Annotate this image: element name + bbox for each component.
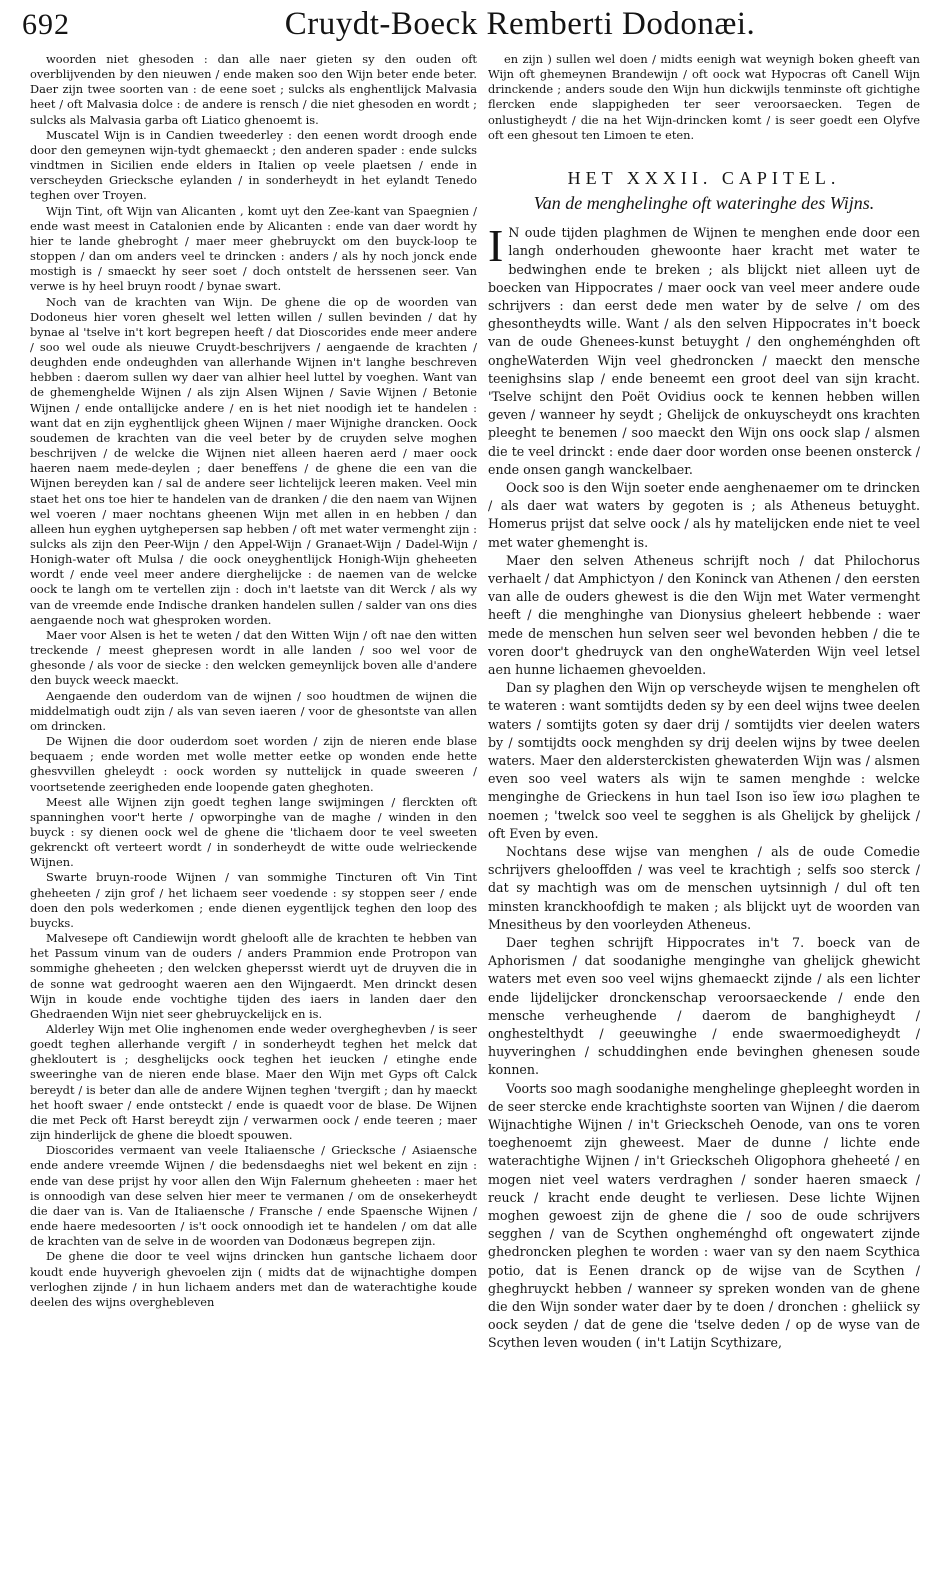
paragraph: Noch van de krachten van Wijn. De ghene die op de woorden van Dodoneus hier voren gheselt wel letten willen / sullen bevinden / dat hy bynae al 'tselve in't kort begrepen heeft / dat Dioscorides ende meer andere / soo wel oude als nieuwe Cruydt-beschrijvers / aengaende de krachten / deughden ende ondeughden van allerhande Wijnen in't langhe beschreven hebben : daerom sullen wy daer van alhier heel luttel by voeghen. Want van de ghemenghelde Wijnen / als zijn Alsen Wijnen / Savie Wijnen / Betonie Wijnen / ende ontallijcke andere / en is het niet noodigh iet te handelen : want dat en zijn eyghentlijck gheen Wijnen / maer Wijnighe drancken. Oock soudemen de krachten van die veel beter by de cruyden selve moghen beschrijven / de welcke die Wijnen niet alleen haeren aerd / maer oock haeren naem mede-deylen ; daer beneffens / de ghene die een van die Wijnen bereyden kan / sal de andere seer lichtelijck leeren maken. Veel min staet het ons toe hier te handelen van de dranken / die den naem van Wijnen wel voeren / maer nochtans gheenen Wijn met allen in en hebben / dan alleen hun eyghen uytghepersen sap hebben / oft met water vermenght zijn : sulcks als zijn den Peer-Wijn / den Appel-Wijn / Granaet-Wijn / Dadel-Wijn / Honigh-water oft Mulsa / die oock oneyghentlijck Honigh-Wijn gheheeten wordt / ende veel meer andere dierghelijcke : de naemen van de welcke oock te langh om te vertellen zijn : doch in't laetste van dit Werck / als wy van de vreemde ende Indische dranken handelen sullen / salder van ons dies aengaende noch wat ghesproken worden.	[30, 294, 477, 627]
paragraph: Swarte bruyn-roode Wijnen / van sommighe Tincturen oft Vin Tint gheheeten / zijn grof / het lichaem seer voedende : sy stoppen seer / ende doen den pols wederkomen ; ende dienen eygentlijck teghen den loop des buycks.	[30, 870, 477, 930]
paragraph: Maer voor Alsen is het te weten / dat den Witten Wijn / oft nae den witten treckende / meest ghepresen wordt in alle landen / soo wel voor de ghesonde / als voor de siecke : den welcken gemeynlijck boven alle d'andere den buyck weeck maeckt.	[30, 627, 477, 688]
paragraph: Daer teghen schrijft Hippocrates in't 7. boeck van de Aphorismen / dat soodanighe menginghe van ghelijck ghewicht waters met even soo veel wijns ghemaeckt zijnde / als een lichter ende lijdelijcker dronckenschap veroorsaeckende / ende den mensche verheughende / daerom de banghigheydt / onghestelthydt / geeuwinghe / ende swaermoedigheydt / huyveringhen / schuddinghen ende bevinghen ghenesen soude konnen.	[488, 935, 920, 1078]
chapter-heading: HET XXXII. CAPITEL.	[567, 167, 841, 188]
paragraph: Oock soo is den Wijn soeter ende aenghenaemer om te drincken / als daer wat waters by gegoten is ; als Atheneus betuyght. Homerus prijst dat selve oock / als hy matelijcken ende niet te veel met water ghemenght is.	[488, 479, 920, 550]
paragraph: Meest alle Wijnen zijn goedt teghen lange swijmingen / flerckten oft spanninghen voor't herte / opworpinghe van de maghe / winden in den buyck : sy dienen oock wel de ghene die 'tlichaem door te veel sweeten gekrenckt oft verteert wordt / in sonderheydt de witte oude welrieckende Wijnen.	[30, 794, 477, 870]
paragraph: Muscatel Wijn is in Candien tweederley : den eenen wordt droogh ende door den gemeynen wijn-tydt ghemaeckt ; den anderen spader : ende sulcks vindtmen in Sicilien ende elders in Italien op veele plaetsen / ende in verscheyden Griecksche eylanden / in sonderheydt in het eylandt Tenedo teghen over Troyen.	[30, 127, 477, 203]
left-column	[30, 52, 477, 1565]
paragraph: Dioscorides vermaent van veele Italiaensche / Griecksche / Asiaensche ende andere vreemde Wijnen / die bedensdaeghs niet wel bekent en zijn : ende van dese prijst hy voor allen den Wijn Falernum gheheeten : maer het is onnoodigh van dese selven hier meer te vermanen / om de onsekerheydt die daer van is. Van de Italiaensche / Fransche / ende Spaensche Wijnen / ende haere medesoorten / is't oock onnoodigh iet te handelen / om dat alle de krachten van de selve in de woorden van Dodonæus begrepen zijn.	[30, 1143, 477, 1249]
paragraph: Maer den selven Atheneus schrijft noch / dat Philochorus verhaelt / dat Amphictyon / den Koninck van Athenen / den eersten van alle de ouders ghewest is die den Wijn met Water vermenght heeft / die menghinghe van Dionysius gheleert hebbende : waer mede de menschen hun selven seer wel bevonden hebben / die te voren door't ghedruyck van den ongheWaterden Wijn veel letsel aen hunne lichaemen ghevoelden.	[488, 552, 920, 677]
drop-cap: I	[488, 220, 504, 272]
chapter-title: Van de menghelinghe oft wateringhe des Wijns.	[533, 193, 875, 214]
paragraph: De ghene die door te veel wijns drincken hun gantsche lichaem door koudt ende huyverigh ghevoelen zijn ( midts dat de wijnachtighe dompen verloghen zijnde / in hun lichaem anders met dan de waterachtighe koude deelen des wijns overghebleven	[30, 1249, 477, 1309]
paragraph: Nochtans dese wijse van menghen / als de oude Comedie schrijvers ghelooffden / was veel te krachtigh ; selfs soo sterck / dat sy machtigh was om de menschen uytsinnigh / dul oft ten minsten kranckhoofdigh te maken ; als blijckt uyt de woorden van Mnesitheus by den voorleyden Atheneus.	[488, 844, 920, 932]
right-column	[488, 52, 920, 1565]
paragraph: Wijn Tint, oft Wijn van Alicanten , komt uyt den Zee-kant van Spaegnien / ende wast meest in Catalonien ende by Alicanten : ende van daer wordt hy hier te lande ghebroght / maer meer ghebruyckt om den buyck-loop te stoppen / dan om anders veel te drincken : anders / als hy noch jonck ende mostigh is / smaeckt hy seer soet / doch ontstelt de herssenen seer. Van verwe is hy heel bruyn roodt / bynae swart.	[30, 203, 477, 294]
paragraph: Malvesepe oft Candiewijn wordt ghelooft alle de krachten te hebben van het Passum vinum van de ouders / anders Prammion ende Protropon van sommighe gheheeten ; den welcken ghepersst wierdt uyt de druyven die in de sonne wat gedrooght waeren aen den Wijngaerdt. Men drinckt desen Wijn in koude ende vochtighe tijden des iaers in landen daer den Ghedraenden Wijn niet seer ghebruyckelijck en is.	[30, 931, 477, 1021]
paragraph: woorden niet ghesoden : dan alle naer gieten sy den ouden oft overblijvenden by den nieuwen / ende maken soo den Wijn beter ende beter. Daer zijn twee soorten van : de eene soet ; sulcks als enghentlijck Malvasia heet / oft Malvasia dolce : de andere is rensch / die niet ghesoden en wordt ; sulcks als Malvasia garba oft Liatico ghenoemt is.	[30, 52, 477, 127]
paragraph: Aengaende den ouderdom van de wijnen / soo houdtmen de wijnen die middelmatigh oudt zijn / als van seven iaeren / voor de ghesontste van allen om drincken.	[30, 688, 477, 733]
paragraph: De Wijnen die door ouderdom soet worden / zijn de nieren ende blase bequaem ; ende worden met wolle metter eetke op wonden ende hette ghesvvillen gheleydt : oock worden sy nuttelijck in quade sweeren / voortsetende zeerigheden ende loopende gaten gheghoten.	[30, 734, 477, 794]
paragraph: Dan sy plaghen den Wijn op verscheyde wijsen te menghelen oft te wateren : want somtijdts deden sy by een deel wijns twee deelen waters / somtijts goten sy daer drij / somtijdts vier deelen waters by / somtijdts oock menghden sy drij deelen wijns by twee deelen waters. Maer den aldersterckisten ghewaterden Wijn was / alsmen even soo veel waters als wijn te samen menghde : welcke menginghe de Grieckens in hun tael Ison iso ĭew iσω plaghen te noemen ; 'twelck soo veel te segghen is als Ghelijck by ghelijck / oft Even by even.	[488, 680, 920, 841]
page-number: 692	[22, 8, 70, 41]
paragraph: Alderley Wijn met Olie inghenomen ende weder overgheghevben / is seer goedt teghen allerhande vergift / in sonderheydt teghen het melck dat ghekloutert is ; desghelijcks oock teghen het ieucken / etinghe ende sweeringhe van de nieren ende blase. Maer den Wijn met Gyps oft Calck bereydt / is beter dan alle de andere Wijnen teghen 'tvergift ; dan hy maeckt het hooft swaer / ende ontsteckt / ende is quaedt voor de blase. De Wijnen die met Peck oft Harst bereydt zijn / verwarmen oock / ende teeren ; maer zijn hinderlijck de ghene die bloedt spouwen.	[30, 1022, 477, 1143]
continued-paragraph: en zijn ) sullen wel doen / midts eenigh wat weynigh boken gheeft van Wijn oft ghemeynen Brandewijn / oft oock wat Hypocras oft Canell Wijn drinckende ; anders soude den Wijn hun dickwijls tenminste oft gichtighe flercken ende slappigheden ter seer veroorsaecken. Tegen de onlustigheydt / die na het Wijn-drincken komt / is seer goedt een Olyfve oft een ghesout ten Limoen te eten.	[488, 52, 920, 142]
chapter-body	[488, 220, 920, 1353]
paragraph-text: N oude tijden plaghmen de Wijnen te menghen ende door een langh onderhouden ghewoonte haer kracht met water te bedwinghen ende te breken ; als blijckt niet alleen uyt de boecken van Hippocrates / maer oock van veel meer andere oude schrijvers : dan eerst dede men water by de selve / om des ghesontheydts wille. Want / als den selven Hippocrates in't boeck van de oude Ghenees-kunst betuyght / den ongheménghden oft ongheWaterden Wijn veel ghedroncken / maeckt den mensche teenighsins slap / ende beneemt een groot deel van sijn kracht. 'Tselve schijnt den Poët Ovidius oock te kennen hebben willen geven / wanneer hy seydt ; Ghelijck de onkuyscheydt ons krachten pleeght te benemen / soo maeckt den Wijn ons oock slap / alsmen die te veel drinckt : ende daer door worden onse beenen onsterck / ende onsen gangh wanckelbaer.	[488, 225, 920, 477]
chapter-first-paragraph	[488, 220, 920, 479]
running-head: Cruydt-Boeck Remberti Dodonæi.	[284, 6, 756, 42]
paragraph: Voorts soo magh soodanighe menghelinge ghepleeght worden in de seer stercke ende krachtighste soorten van Wijnen / die daerom Wijnachtighe Wijnen / in't Grieckscheh Oenode, van ons te voren toeghenoemt zijn gheweest. Maer de dunne / lichte ende waterachtighe Wijnen / in't Grieckscheh Oligophora gheheeté / en mogen niet veel waters verdraghen / sonder haeren smaeck / reuck / kracht ende deught te verliesen. Dese lichte Wijnen moghen gewoest zijn de ghene die / soo de oude schrijvers segghen / van de Scythen ongheménghd oft ongewatert zijnde ghedroncken pleghen te worden : waer van sy den naem Scythica potio, dat is Eenen dranck op de wijse van de Scythen / gheghruyckt hebben / wanneer sy spreken wonden van de ghene die den Wijn sonder water daer by te doen / dronchen : gheliick sy oock seyden / dat de gene die 'tselve deden / op de wyse van de Scythen leven wouden ( in't Latijn Scythizare,	[488, 1080, 920, 1351]
